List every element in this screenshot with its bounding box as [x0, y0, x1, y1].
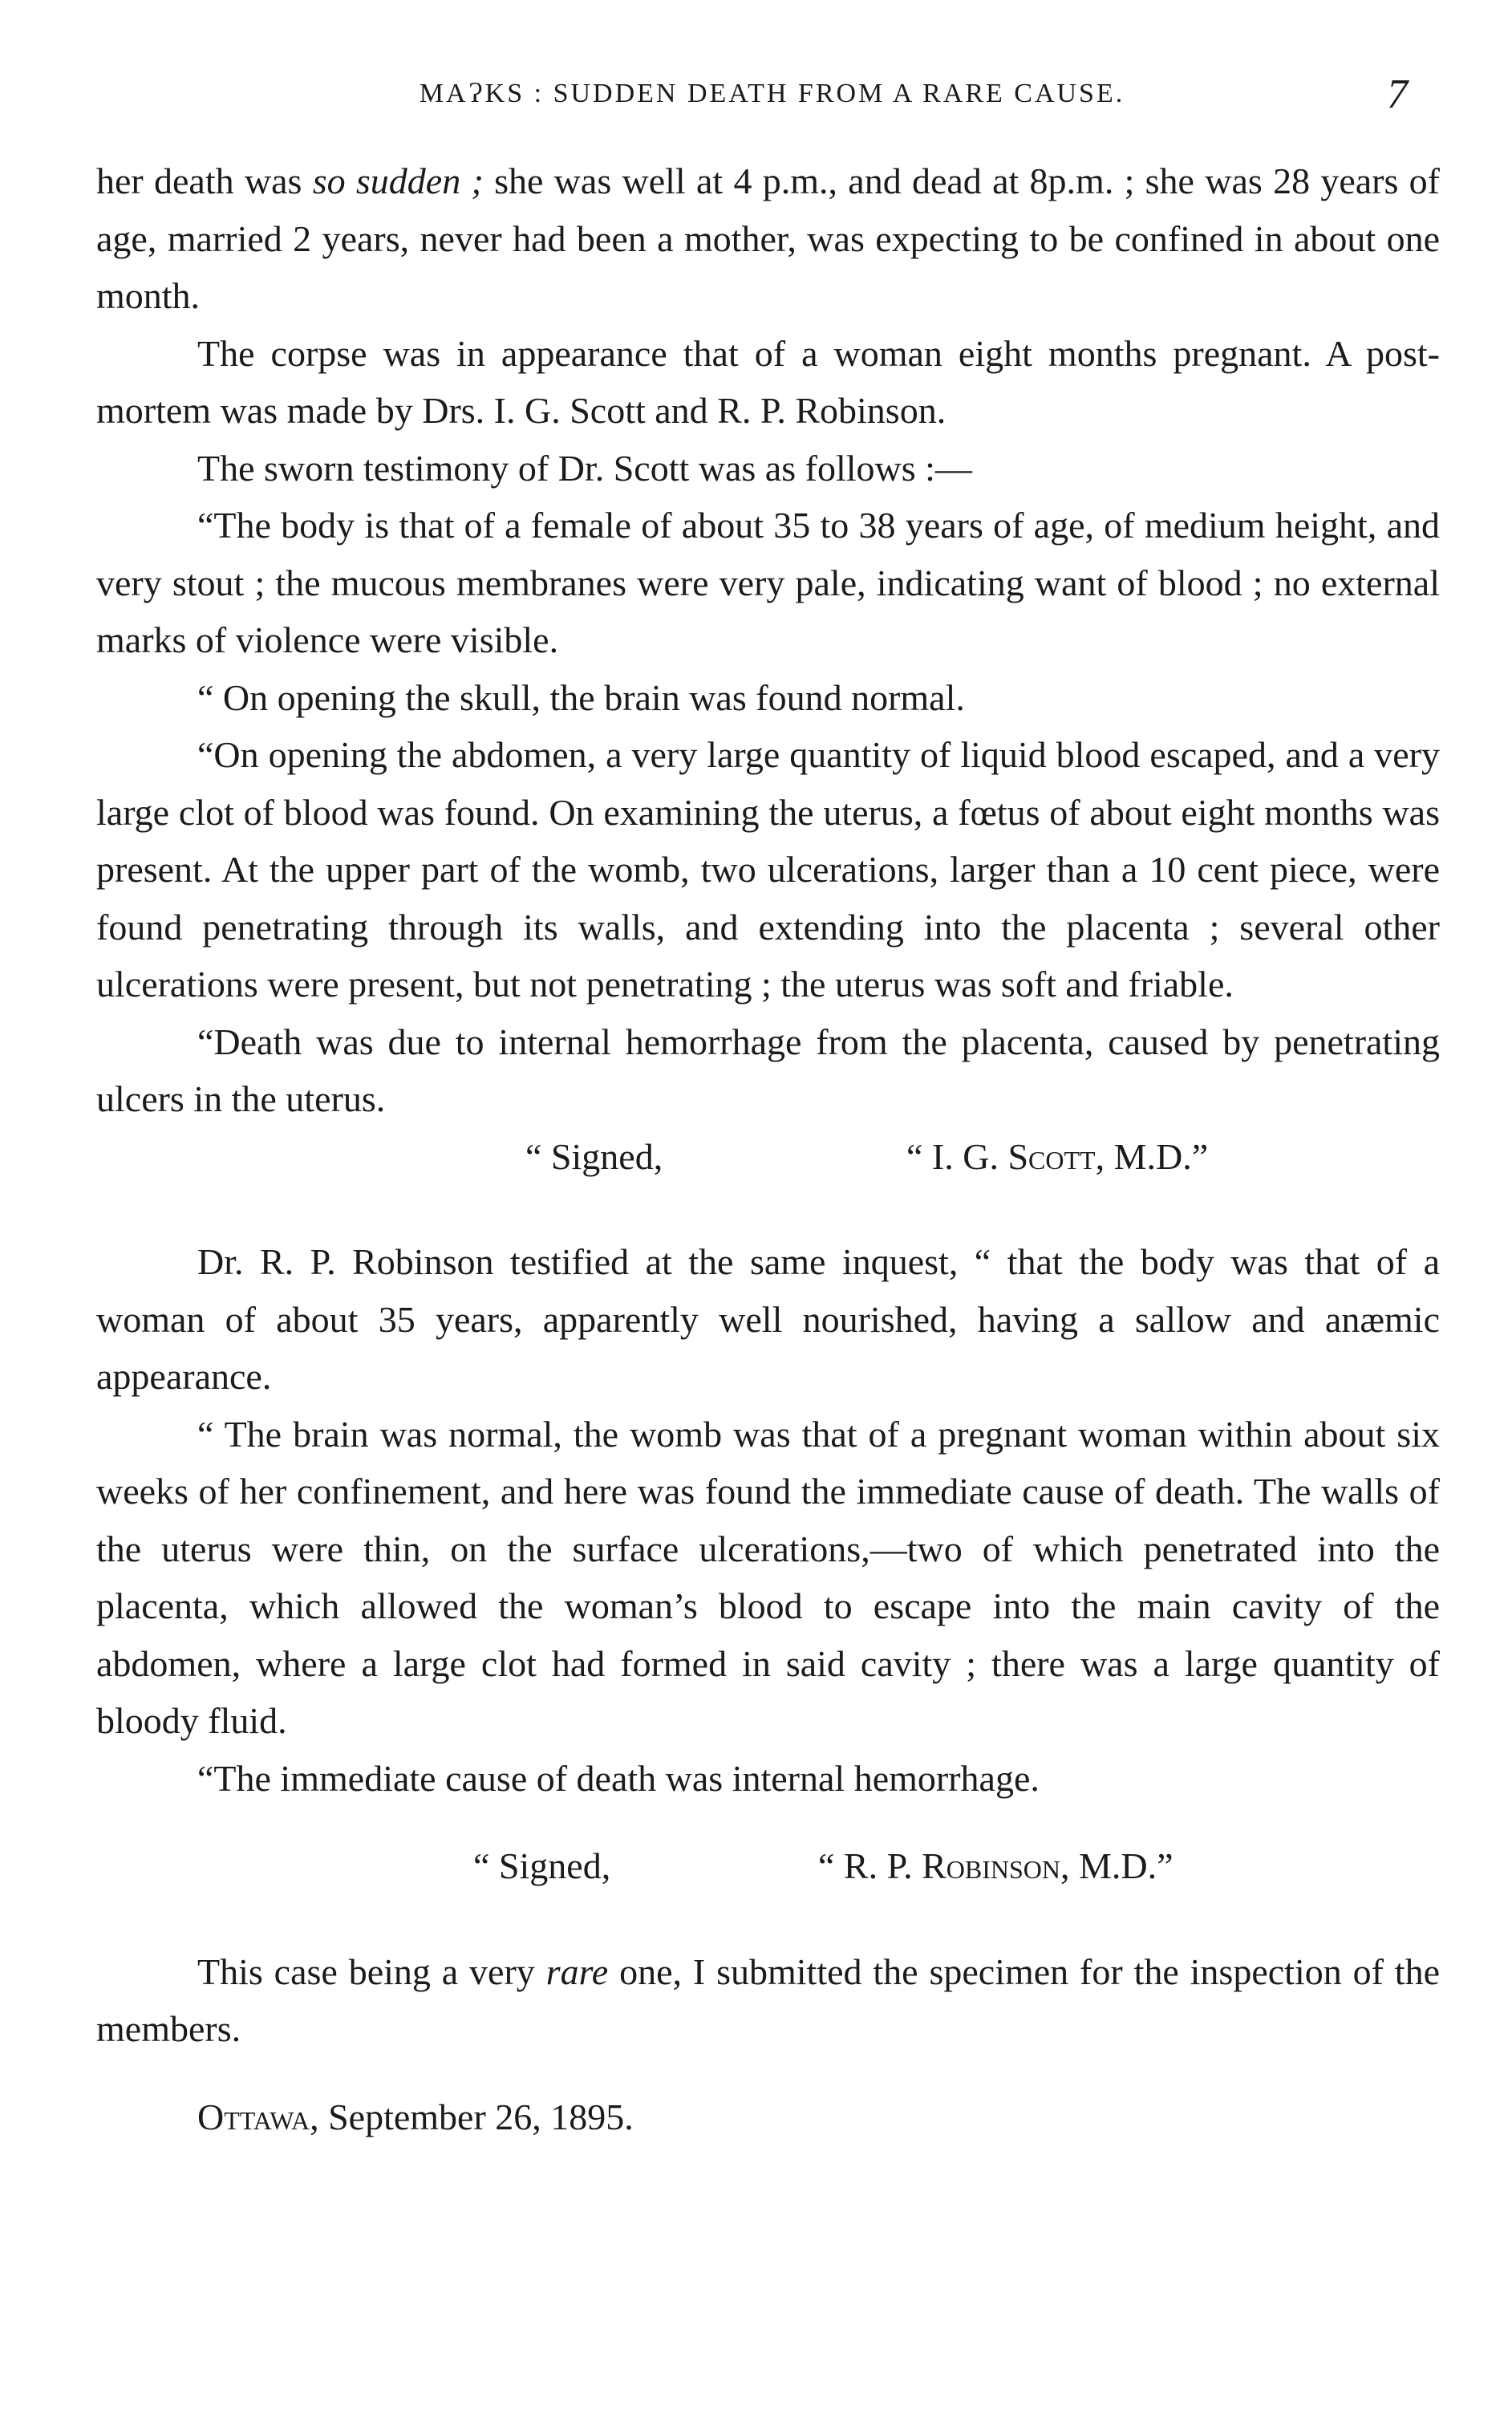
- paragraph-10: “The immediate cause of death was internal hemorrhage.: [197, 1757, 1040, 1799]
- paragraph-8: Dr. R. P. Robinson testified at the same inquest, “ that the body was that of a woman of about 35 years, apparently well nourished, having a sallow and anæmic appearance.: [96, 1241, 1440, 1397]
- emphasis-rare: rare: [545, 1950, 609, 1992]
- paragraph-9: “ The brain was normal, the womb was that of a pregnant woman within about six weeks of her confinement, and here was found the immediate cause of death. The walls of the uterus were thin, on the surface ulcerations,—two of which penetrated into the placenta, which allowed the woman’s blood to escape into the main cavity of the abdomen, where a large clot had formed in said cavity ; there was a large quantity of bloody fluid.: [96, 1413, 1440, 1741]
- page-number: 7: [1387, 71, 1408, 117]
- signature-robinson: [96, 1837, 1440, 1895]
- paragraph-1-text-c: she was well at 4 p.m., and dead at 8p.m. ; she was 28 years of age, married 2 years, never had been a mother, was expecting to be confined in about one month.: [96, 160, 1440, 316]
- paragraph-4: “The body is that of a female of about 35 to 38 years of age, of medium height, and very stout ; the mucous membranes were very pale, indicating want of blood ; no external marks of violence were visible.: [96, 505, 1440, 660]
- dateline-place: Ottawa,: [197, 2096, 319, 2137]
- paragraph-1-text-a: her death was: [96, 160, 313, 201]
- signature-scott-name: “ I. G. Scott, M.D.”: [906, 1135, 1209, 1177]
- paragraph-7: “Death was due to internal hemorrhage from the placenta, caused by penetrating ulcers in the uterus.: [96, 1021, 1440, 1119]
- paragraph-6: “On opening the abdomen, a very large quantity of liquid blood escaped, and a very large clot of blood was found. On examining the uterus, a fœtus of about eight months was present. At the upper part of the womb, two ulcerations, larger than a 10 cent piece, were found penetrating through its walls, and extending into the placenta ; several other ulcerations were present, but not penetrating ; the uterus was soft and friable.: [96, 734, 1440, 1005]
- paragraph-11-text-c: one, I submitted the specimen for the inspection of the members.: [96, 1950, 1440, 2049]
- paragraph-11: [96, 1943, 1440, 2058]
- paragraph-3: The sworn testimony of Dr. Scott was as follows :—: [197, 447, 972, 489]
- dateline: [96, 2088, 1440, 2146]
- signature-robinson-signed: “ Signed,: [473, 1845, 611, 1886]
- dateline-date: September 26, 1895.: [318, 2096, 634, 2137]
- signature-scott-signed: “ Signed,: [525, 1135, 663, 1177]
- signature-scott: [96, 1128, 1440, 1186]
- paragraph-1: [96, 152, 1440, 325]
- page-header: [96, 71, 1448, 127]
- emphasis-so-sudden: so sudden ;: [312, 160, 484, 201]
- article-body: [96, 152, 1440, 2145]
- paragraph-11-text-a: This case being a very: [197, 1950, 546, 1992]
- paragraph-2: The corpse was in appearance that of a woman eight months pregnant. A post-mortem was made by Drs. I. G. Scott and R. P. Robinson.: [96, 332, 1440, 431]
- signature-robinson-name: “ R. P. Robinson, M.D.”: [818, 1845, 1174, 1886]
- running-head: MAɁKS : SUDDEN DEATH FROM A RARE CAUSE.: [419, 79, 1125, 108]
- paragraph-5: “ On opening the skull, the brain was found normal.: [197, 676, 965, 718]
